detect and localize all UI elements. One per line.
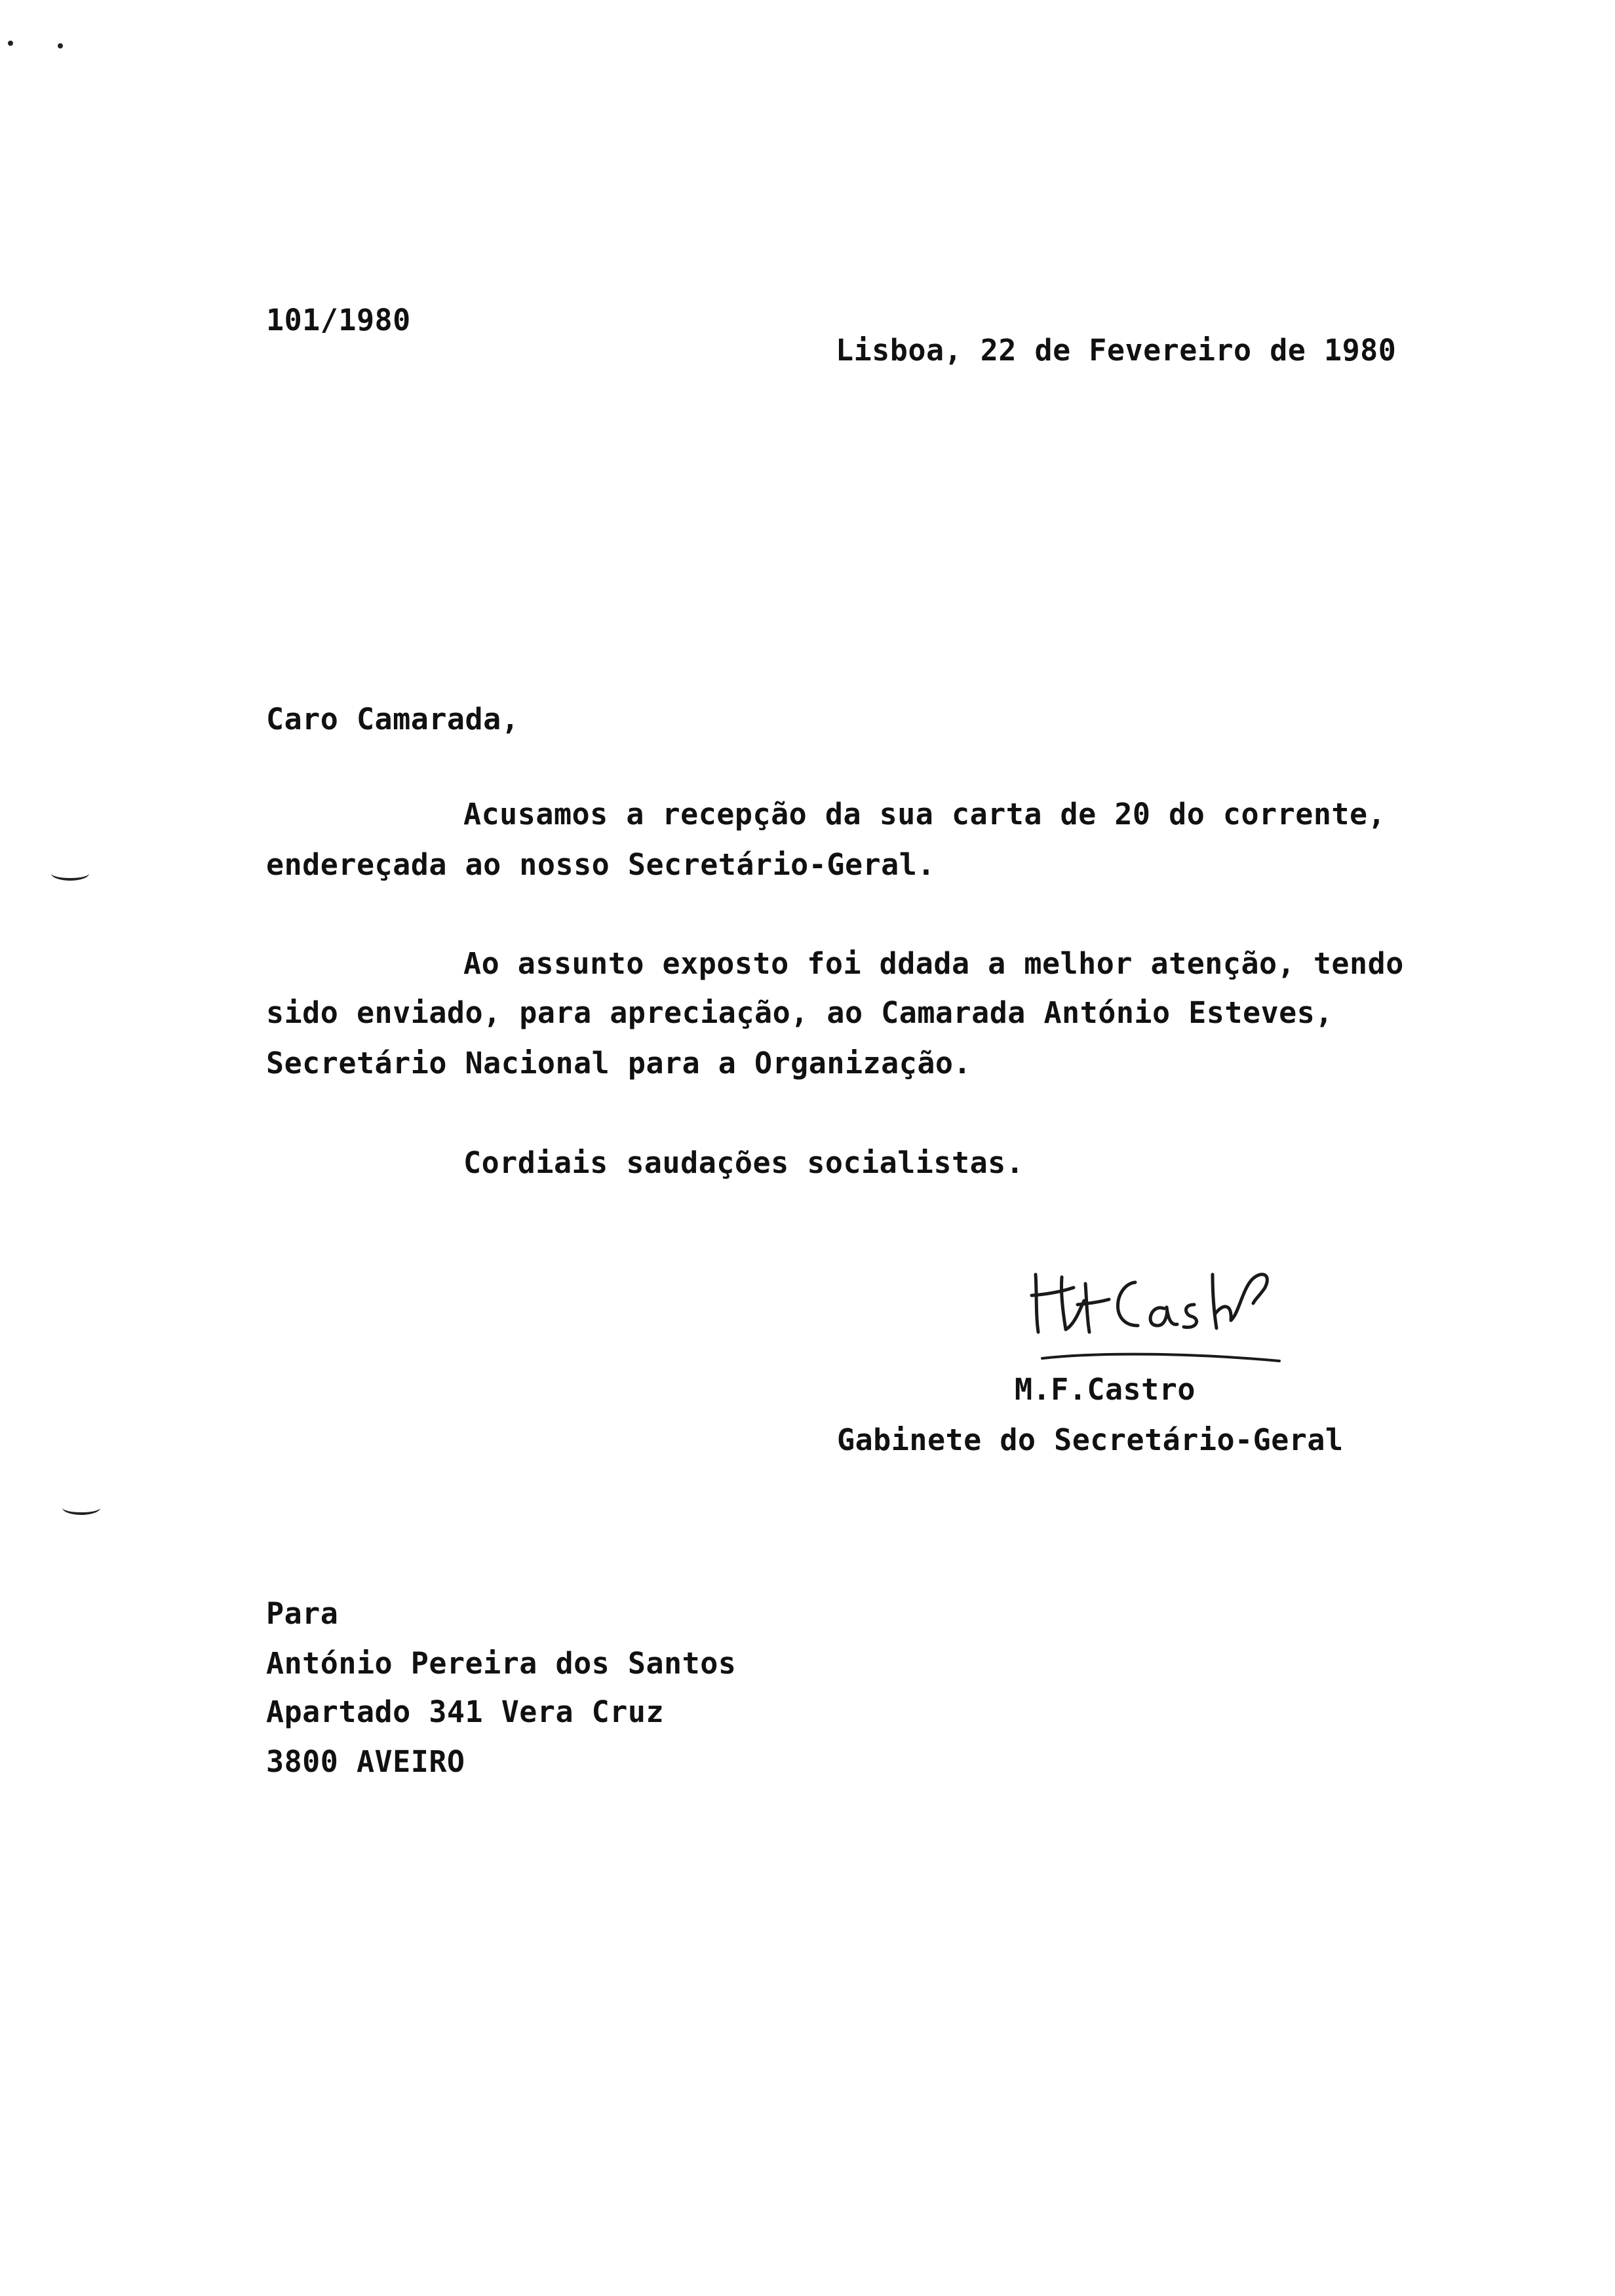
recipient-city: 3800 AVEIRO: [266, 1744, 465, 1779]
recipient-address: Apartado 341 Vera Cruz: [266, 1694, 665, 1729]
signatory-office: Gabinete do Secretário-Geral: [837, 1423, 1344, 1457]
signatory-name: M.F.Castro: [1015, 1372, 1196, 1407]
punch-hole-mark: [51, 866, 89, 881]
reference-number: 101/1980: [266, 303, 411, 337]
salutation: Caro Camarada,: [266, 702, 520, 737]
paragraph-2-line-1: Ao assunto exposto foi ddada a melhor atenção, tendo: [463, 946, 1404, 981]
paragraph-1-line-2: endereçada ao nosso Secretário-Geral.: [266, 847, 935, 882]
recipient-name: António Pereira dos Santos: [266, 1646, 737, 1681]
scan-speck: [58, 43, 63, 48]
paragraph-2-line-2: sido enviado, para apreciação, ao Camarada António Esteves,: [266, 995, 1333, 1030]
handwritten-signature: [1022, 1248, 1298, 1373]
paragraph-1-line-1: Acusamos a recepção da sua carta de 20 do corrente,: [463, 797, 1386, 832]
place-date: Lisboa, 22 de Fevereiro de 1980: [836, 333, 1397, 368]
scan-speck: [8, 41, 13, 46]
recipient-label: Para: [266, 1596, 339, 1631]
punch-hole-mark: [62, 1501, 100, 1515]
paragraph-2-line-3: Secretário Nacional para a Organização.: [266, 1046, 972, 1081]
closing: Cordiais saudações socialistas.: [463, 1145, 1024, 1180]
